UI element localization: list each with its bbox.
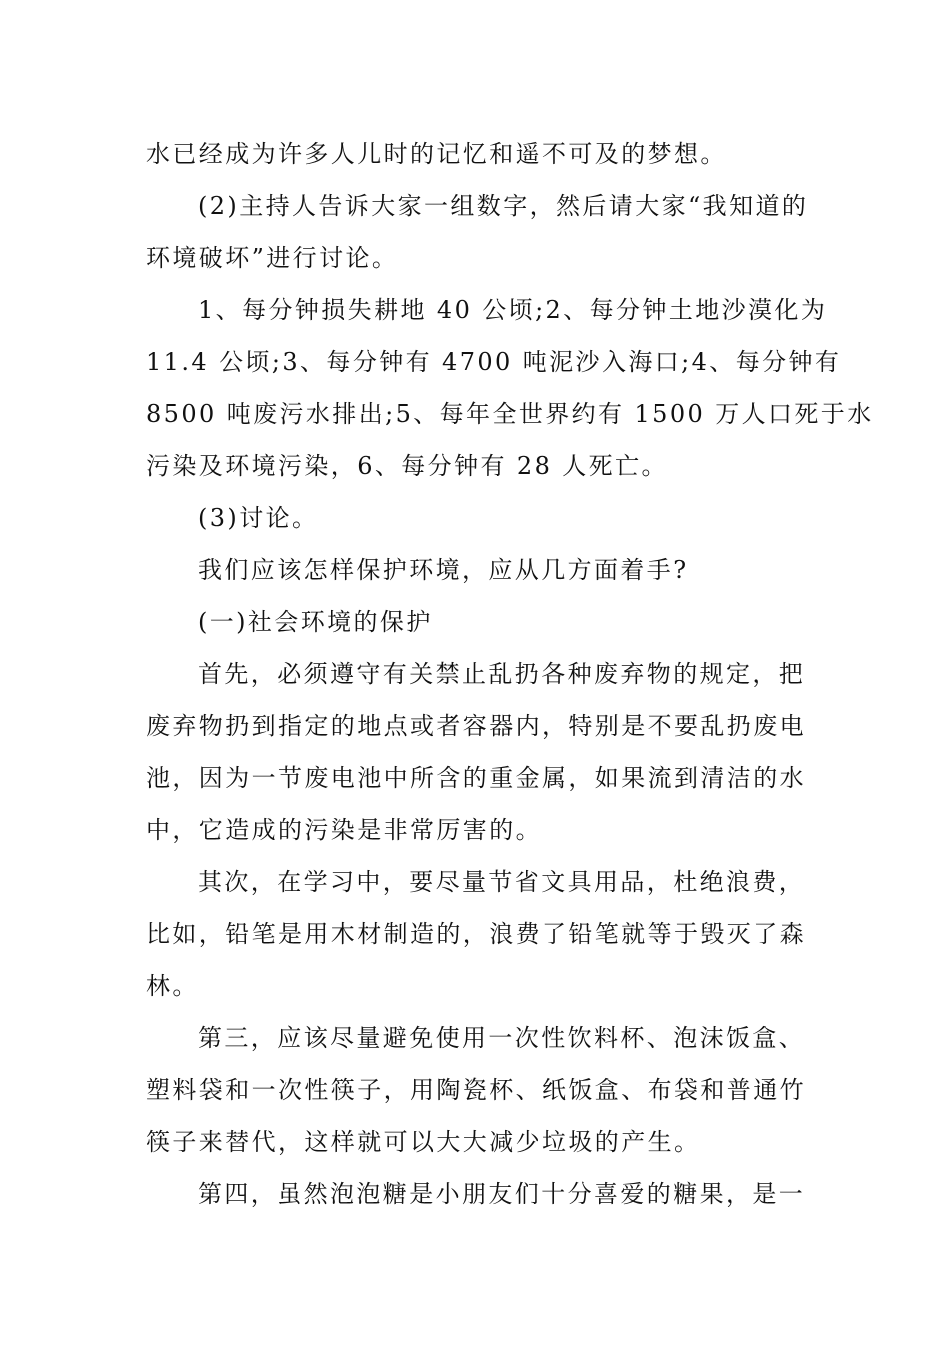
text-line: 第三，应该尽量避免使用一次性饮料杯、泡沫饭盒、 (198, 1024, 806, 1052)
text-line: 1、每分钟损失耕地 40 公顷;2、每分钟土地沙漠化为 (198, 296, 828, 324)
text-line: 筷子来替代，这样就可以大大减少垃圾的产生。 (146, 1128, 701, 1156)
text-line: (2)主持人告诉大家一组数字，然后请大家“我知道的 (198, 192, 809, 220)
text-line: 林。 (146, 972, 199, 1000)
text-line: 中，它造成的污染是非常厉害的。 (146, 816, 542, 844)
text-line: 废弃物扔到指定的地点或者容器内，特别是不要乱扔废电 (146, 712, 806, 740)
text-line: 其次，在学习中，要尽量节省文具用品，杜绝浪费， (198, 868, 806, 896)
text-line: 池，因为一节废电池中所含的重金属，如果流到清洁的水 (146, 764, 806, 792)
text-line: (3)讨论。 (198, 504, 319, 532)
text-line: 污染及环境污染，6、每分钟有 28 人死亡。 (146, 452, 668, 480)
text-line: 8500 吨废污水排出;5、每年全世界约有 1500 万人口死于水 (146, 400, 874, 428)
text-line: 塑料袋和一次性筷子，用陶瓷杯、纸饭盒、布袋和普通竹 (146, 1076, 806, 1104)
text-line: 我们应该怎样保护环境，应从几方面着手? (198, 556, 689, 584)
section-heading: (一)社会环境的保护 (198, 608, 433, 636)
text-line: 比如，铅笔是用木材制造的，浪费了铅笔就等于毁灭了森 (146, 920, 806, 948)
text-line: 环境破坏”进行讨论。 (146, 244, 399, 272)
text-line: 第四，虽然泡泡糖是小朋友们十分喜爱的糖果，是一 (198, 1180, 806, 1208)
text-line: 水已经成为许多人儿时的记忆和遥不可及的梦想。 (146, 140, 727, 168)
text-line: 首先，必须遵守有关禁止乱扔各种废弃物的规定，把 (198, 660, 806, 688)
document-body (146, 128, 874, 1220)
text-line: 11.4 公顷;3、每分钟有 4700 吨泥沙入海口;4、每分钟有 (146, 348, 842, 376)
